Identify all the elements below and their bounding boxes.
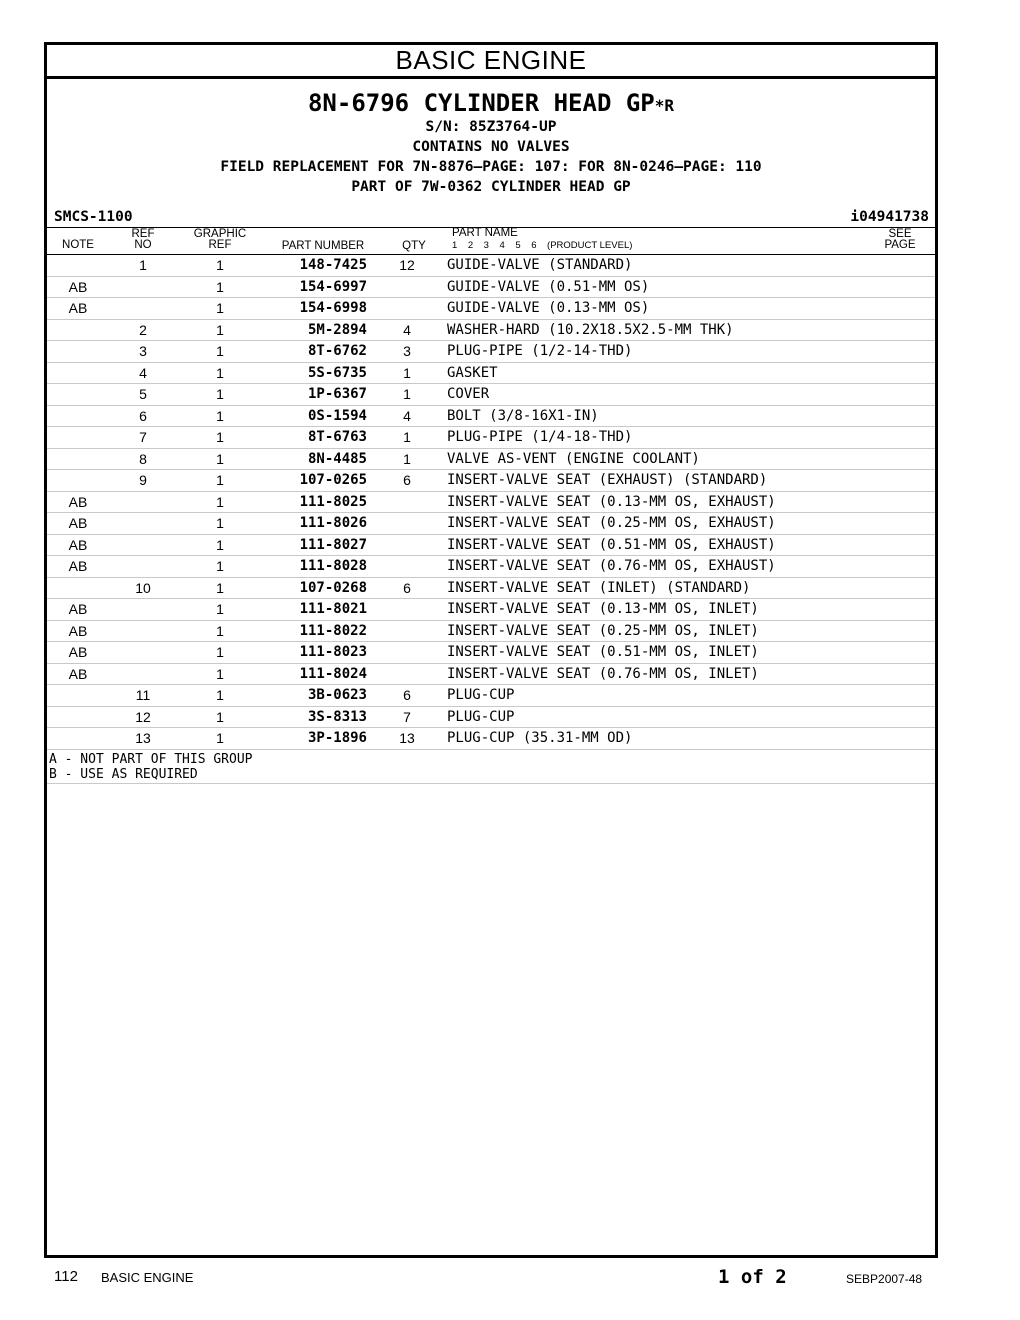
col-qty: QTY (402, 240, 426, 252)
note-cell (47, 706, 109, 728)
graphic-ref-cell: 1 (177, 556, 263, 578)
ref-no-cell (109, 534, 177, 556)
qty-cell: 4 (367, 319, 447, 341)
table-row (47, 513, 935, 535)
note-cell: AB (47, 642, 109, 664)
table-row (47, 341, 935, 363)
ref-no-cell (109, 599, 177, 621)
ref-no-cell (109, 556, 177, 578)
col-part-name: PART NAME (452, 227, 518, 239)
part-name-cell: INSERT-VALVE SEAT (EXHAUST) (STANDARD) (447, 470, 869, 492)
table-row (47, 384, 935, 406)
table-row (47, 642, 935, 664)
parts-table (47, 255, 935, 750)
part-number-cell: 5M-2894 (263, 319, 367, 341)
col-see-page-1: SEE (888, 228, 912, 240)
graphic-ref-cell: 1 (177, 298, 263, 320)
table-row (47, 491, 935, 513)
note-cell: AB (47, 298, 109, 320)
graphic-ref-cell: 1 (177, 620, 263, 642)
qty-cell: 7 (367, 706, 447, 728)
graphic-ref-cell: 1 (177, 534, 263, 556)
graphic-ref-cell: 1 (177, 276, 263, 298)
group-title-suffix: *R (654, 96, 675, 115)
graphic-ref-cell: 1 (177, 663, 263, 685)
ref-no-cell: 11 (109, 685, 177, 707)
part-name-cell: PLUG-CUP (447, 685, 869, 707)
note-cell (47, 341, 109, 363)
part-number-cell: 3B-0623 (263, 685, 367, 707)
note-cell: AB (47, 556, 109, 578)
part-name-cell: INSERT-VALVE SEAT (0.13-MM OS, INLET) (447, 599, 869, 621)
part-number-cell: 8T-6763 (263, 427, 367, 449)
note-cell (47, 728, 109, 750)
note-cell (47, 384, 109, 406)
part-name-cell: GUIDE-VALVE (STANDARD) (447, 255, 869, 276)
see-page-cell (869, 255, 935, 276)
see-page-cell (869, 513, 935, 535)
see-page-cell (869, 663, 935, 685)
see-page-cell (869, 534, 935, 556)
part-name-cell: GUIDE-VALVE (0.13-MM OS) (447, 298, 869, 320)
part-number-cell: 3S-8313 (263, 706, 367, 728)
ref-no-cell (109, 298, 177, 320)
see-page-cell (869, 706, 935, 728)
col-graphic-ref-2: REF (208, 239, 232, 251)
graphic-ref-cell: 1 (177, 513, 263, 535)
serial-range: S/N: 85Z3764-UP (425, 119, 557, 135)
see-page-cell (869, 620, 935, 642)
qty-cell: 4 (367, 405, 447, 427)
see-page-cell (869, 319, 935, 341)
note-cell (47, 362, 109, 384)
note-cell (47, 448, 109, 470)
part-name-cell: COVER (447, 384, 869, 406)
part-name-cell: GUIDE-VALVE (0.51-MM OS) (447, 276, 869, 298)
table-row (47, 728, 935, 750)
qty-cell (367, 276, 447, 298)
note-cell (47, 405, 109, 427)
part-name-cell: PLUG-CUP (35.31-MM OD) (447, 728, 869, 750)
document-number: SEBP2007-48 (846, 1272, 923, 1286)
qty-cell: 1 (367, 427, 447, 449)
note-cell: AB (47, 513, 109, 535)
see-page-cell (869, 599, 935, 621)
note-cell (47, 470, 109, 492)
qty-cell (367, 513, 447, 535)
part-name-cell: PLUG-CUP (447, 706, 869, 728)
ref-no-cell: 1 (109, 255, 177, 276)
page-number: 112 (54, 1268, 78, 1285)
part-number-cell: 111-8026 (263, 513, 367, 535)
qty-cell: 6 (367, 685, 447, 707)
part-name-cell: PLUG-PIPE (1/4-18-THD) (447, 427, 869, 449)
part-name-cell: INSERT-VALVE SEAT (0.76-MM OS, EXHAUST) (447, 556, 869, 578)
table-row (47, 362, 935, 384)
qty-cell: 12 (367, 255, 447, 276)
part-number-cell: 107-0265 (263, 470, 367, 492)
qty-cell: 6 (367, 577, 447, 599)
qty-cell (367, 298, 447, 320)
see-page-cell (869, 577, 935, 599)
part-name-cell: VALVE AS-VENT (ENGINE COOLANT) (447, 448, 869, 470)
ref-no-cell: 12 (109, 706, 177, 728)
notes-block (47, 750, 935, 784)
graphic-ref-cell: 1 (177, 642, 263, 664)
part-number-cell: 107-0268 (263, 577, 367, 599)
part-number-cell: 0S-1594 (263, 405, 367, 427)
table-row (47, 599, 935, 621)
qty-cell: 13 (367, 728, 447, 750)
note-cell (47, 255, 109, 276)
graphic-ref-cell: 1 (177, 491, 263, 513)
graphic-ref-cell: 1 (177, 427, 263, 449)
ref-no-cell (109, 620, 177, 642)
graphic-ref-cell: 1 (177, 706, 263, 728)
footer-section: BASIC ENGINE (101, 1270, 194, 1285)
note-cell (47, 427, 109, 449)
col-ref-no-2: NO (134, 239, 152, 251)
note-cell (47, 319, 109, 341)
col-graphic-ref-1: GRAPHIC (193, 228, 247, 240)
part-number-cell: 3P-1896 (263, 728, 367, 750)
qty-cell (367, 491, 447, 513)
col-part-number: PART NUMBER (281, 240, 365, 252)
graphic-ref-cell: 1 (177, 728, 263, 750)
table-header (47, 227, 935, 255)
table-row (47, 577, 935, 599)
part-number-cell: 8T-6762 (263, 341, 367, 363)
ref-no-cell (109, 276, 177, 298)
part-number-cell: 111-8027 (263, 534, 367, 556)
note-a: A - NOT PART OF THIS GROUP (49, 751, 253, 767)
part-number-cell: 111-8024 (263, 663, 367, 685)
col-note: NOTE (62, 239, 94, 251)
graphic-ref-cell: 1 (177, 685, 263, 707)
qty-cell: 6 (367, 470, 447, 492)
see-page-cell (869, 298, 935, 320)
see-page-cell (869, 491, 935, 513)
part-name-cell: PLUG-PIPE (1/2-14-THD) (447, 341, 869, 363)
note-b: B - USE AS REQUIRED (49, 766, 198, 782)
note-cell: AB (47, 534, 109, 556)
note-cell: AB (47, 599, 109, 621)
ref-no-cell: 5 (109, 384, 177, 406)
qty-cell (367, 534, 447, 556)
ref-no-cell: 9 (109, 470, 177, 492)
graphic-ref-cell: 1 (177, 405, 263, 427)
see-page-cell (869, 427, 935, 449)
see-page-cell (869, 448, 935, 470)
table-row (47, 276, 935, 298)
graphic-ref-cell: 1 (177, 577, 263, 599)
col-product-level: 1 2 3 4 5 6 (PRODUCT LEVEL) (452, 240, 633, 251)
graphic-ref-cell: 1 (177, 599, 263, 621)
see-page-cell (869, 556, 935, 578)
part-name-cell: INSERT-VALVE SEAT (0.25-MM OS, EXHAUST) (447, 513, 869, 535)
see-page-cell (869, 341, 935, 363)
see-page-cell (869, 362, 935, 384)
part-of-note: PART OF 7W-0362 CYLINDER HEAD GP (351, 179, 631, 195)
table-row (47, 534, 935, 556)
table-row (47, 556, 935, 578)
note-cell (47, 577, 109, 599)
graphic-ref-cell: 1 (177, 255, 263, 276)
illustration-id: i04941738 (850, 209, 929, 225)
part-number-cell: 111-8022 (263, 620, 367, 642)
note-cell: AB (47, 620, 109, 642)
part-name-cell: BOLT (3/8-16X1-IN) (447, 405, 869, 427)
ref-no-cell (109, 663, 177, 685)
ref-no-cell: 3 (109, 341, 177, 363)
title-block (47, 89, 935, 197)
col-ref-no-1: REF (131, 228, 155, 240)
note-cell: AB (47, 491, 109, 513)
contents-note: CONTAINS NO VALVES (412, 139, 570, 155)
part-number-cell: 5S-6735 (263, 362, 367, 384)
see-page-cell (869, 405, 935, 427)
group-title (47, 89, 935, 117)
table-row (47, 319, 935, 341)
table-row (47, 448, 935, 470)
see-page-cell (869, 642, 935, 664)
note-cell: AB (47, 663, 109, 685)
section-banner: BASIC ENGINE (47, 45, 935, 79)
table-row (47, 706, 935, 728)
part-number-cell: 148-7425 (263, 255, 367, 276)
graphic-ref-cell: 1 (177, 384, 263, 406)
part-name-cell: INSERT-VALVE SEAT (INLET) (STANDARD) (447, 577, 869, 599)
graphic-ref-cell: 1 (177, 448, 263, 470)
parts-page-frame (44, 42, 938, 1258)
table-row (47, 427, 935, 449)
table-row (47, 685, 935, 707)
table-row (47, 255, 935, 276)
graphic-ref-cell: 1 (177, 341, 263, 363)
qty-cell: 1 (367, 384, 447, 406)
see-page-cell (869, 384, 935, 406)
part-name-cell: GASKET (447, 362, 869, 384)
parts-table-body (47, 255, 935, 749)
ref-no-cell (109, 513, 177, 535)
part-number-cell: 111-8025 (263, 491, 367, 513)
part-name-cell: INSERT-VALVE SEAT (0.13-MM OS, EXHAUST) (447, 491, 869, 513)
see-page-cell (869, 685, 935, 707)
qty-cell (367, 663, 447, 685)
qty-cell: 3 (367, 341, 447, 363)
note-cell (47, 685, 109, 707)
qty-cell (367, 620, 447, 642)
field-replacement-note: FIELD REPLACEMENT FOR 7N-8876—PAGE: 107: FOR 8N-0246—PAGE: 110 (220, 159, 762, 175)
table-row (47, 663, 935, 685)
qty-cell: 1 (367, 448, 447, 470)
part-number-cell: 111-8028 (263, 556, 367, 578)
ref-no-cell: 7 (109, 427, 177, 449)
table-row (47, 298, 935, 320)
page-footer (0, 1266, 1020, 1290)
group-title-text: 8N-6796 CYLINDER HEAD GP (307, 89, 655, 117)
qty-cell: 1 (367, 362, 447, 384)
part-name-cell: WASHER-HARD (10.2X18.5X2.5-MM THK) (447, 319, 869, 341)
qty-cell (367, 642, 447, 664)
part-number-cell: 111-8023 (263, 642, 367, 664)
ref-no-cell: 2 (109, 319, 177, 341)
graphic-ref-cell: 1 (177, 362, 263, 384)
ref-no-cell (109, 642, 177, 664)
col-see-page-2: PAGE (884, 239, 916, 251)
ref-no-cell: 13 (109, 728, 177, 750)
part-number-cell: 1P-6367 (263, 384, 367, 406)
ref-no-cell (109, 491, 177, 513)
ref-no-cell: 4 (109, 362, 177, 384)
table-row (47, 470, 935, 492)
smcs-code: SMCS-1100 (54, 209, 133, 225)
see-page-cell (869, 470, 935, 492)
meta-row (47, 205, 935, 227)
part-name-cell: INSERT-VALVE SEAT (0.25-MM OS, INLET) (447, 620, 869, 642)
part-number-cell: 111-8021 (263, 599, 367, 621)
ref-no-cell: 10 (109, 577, 177, 599)
part-number-cell: 154-6998 (263, 298, 367, 320)
page-of: 1 of 2 (718, 1266, 787, 1288)
graphic-ref-cell: 1 (177, 319, 263, 341)
ref-no-cell: 8 (109, 448, 177, 470)
table-row (47, 620, 935, 642)
part-name-cell: INSERT-VALVE SEAT (0.51-MM OS, EXHAUST) (447, 534, 869, 556)
table-row (47, 405, 935, 427)
graphic-ref-cell: 1 (177, 470, 263, 492)
part-name-cell: INSERT-VALVE SEAT (0.76-MM OS, INLET) (447, 663, 869, 685)
note-cell: AB (47, 276, 109, 298)
ref-no-cell: 6 (109, 405, 177, 427)
part-number-cell: 154-6997 (263, 276, 367, 298)
qty-cell (367, 599, 447, 621)
part-number-cell: 8N-4485 (263, 448, 367, 470)
see-page-cell (869, 276, 935, 298)
part-name-cell: INSERT-VALVE SEAT (0.51-MM OS, INLET) (447, 642, 869, 664)
qty-cell (367, 556, 447, 578)
see-page-cell (869, 728, 935, 750)
